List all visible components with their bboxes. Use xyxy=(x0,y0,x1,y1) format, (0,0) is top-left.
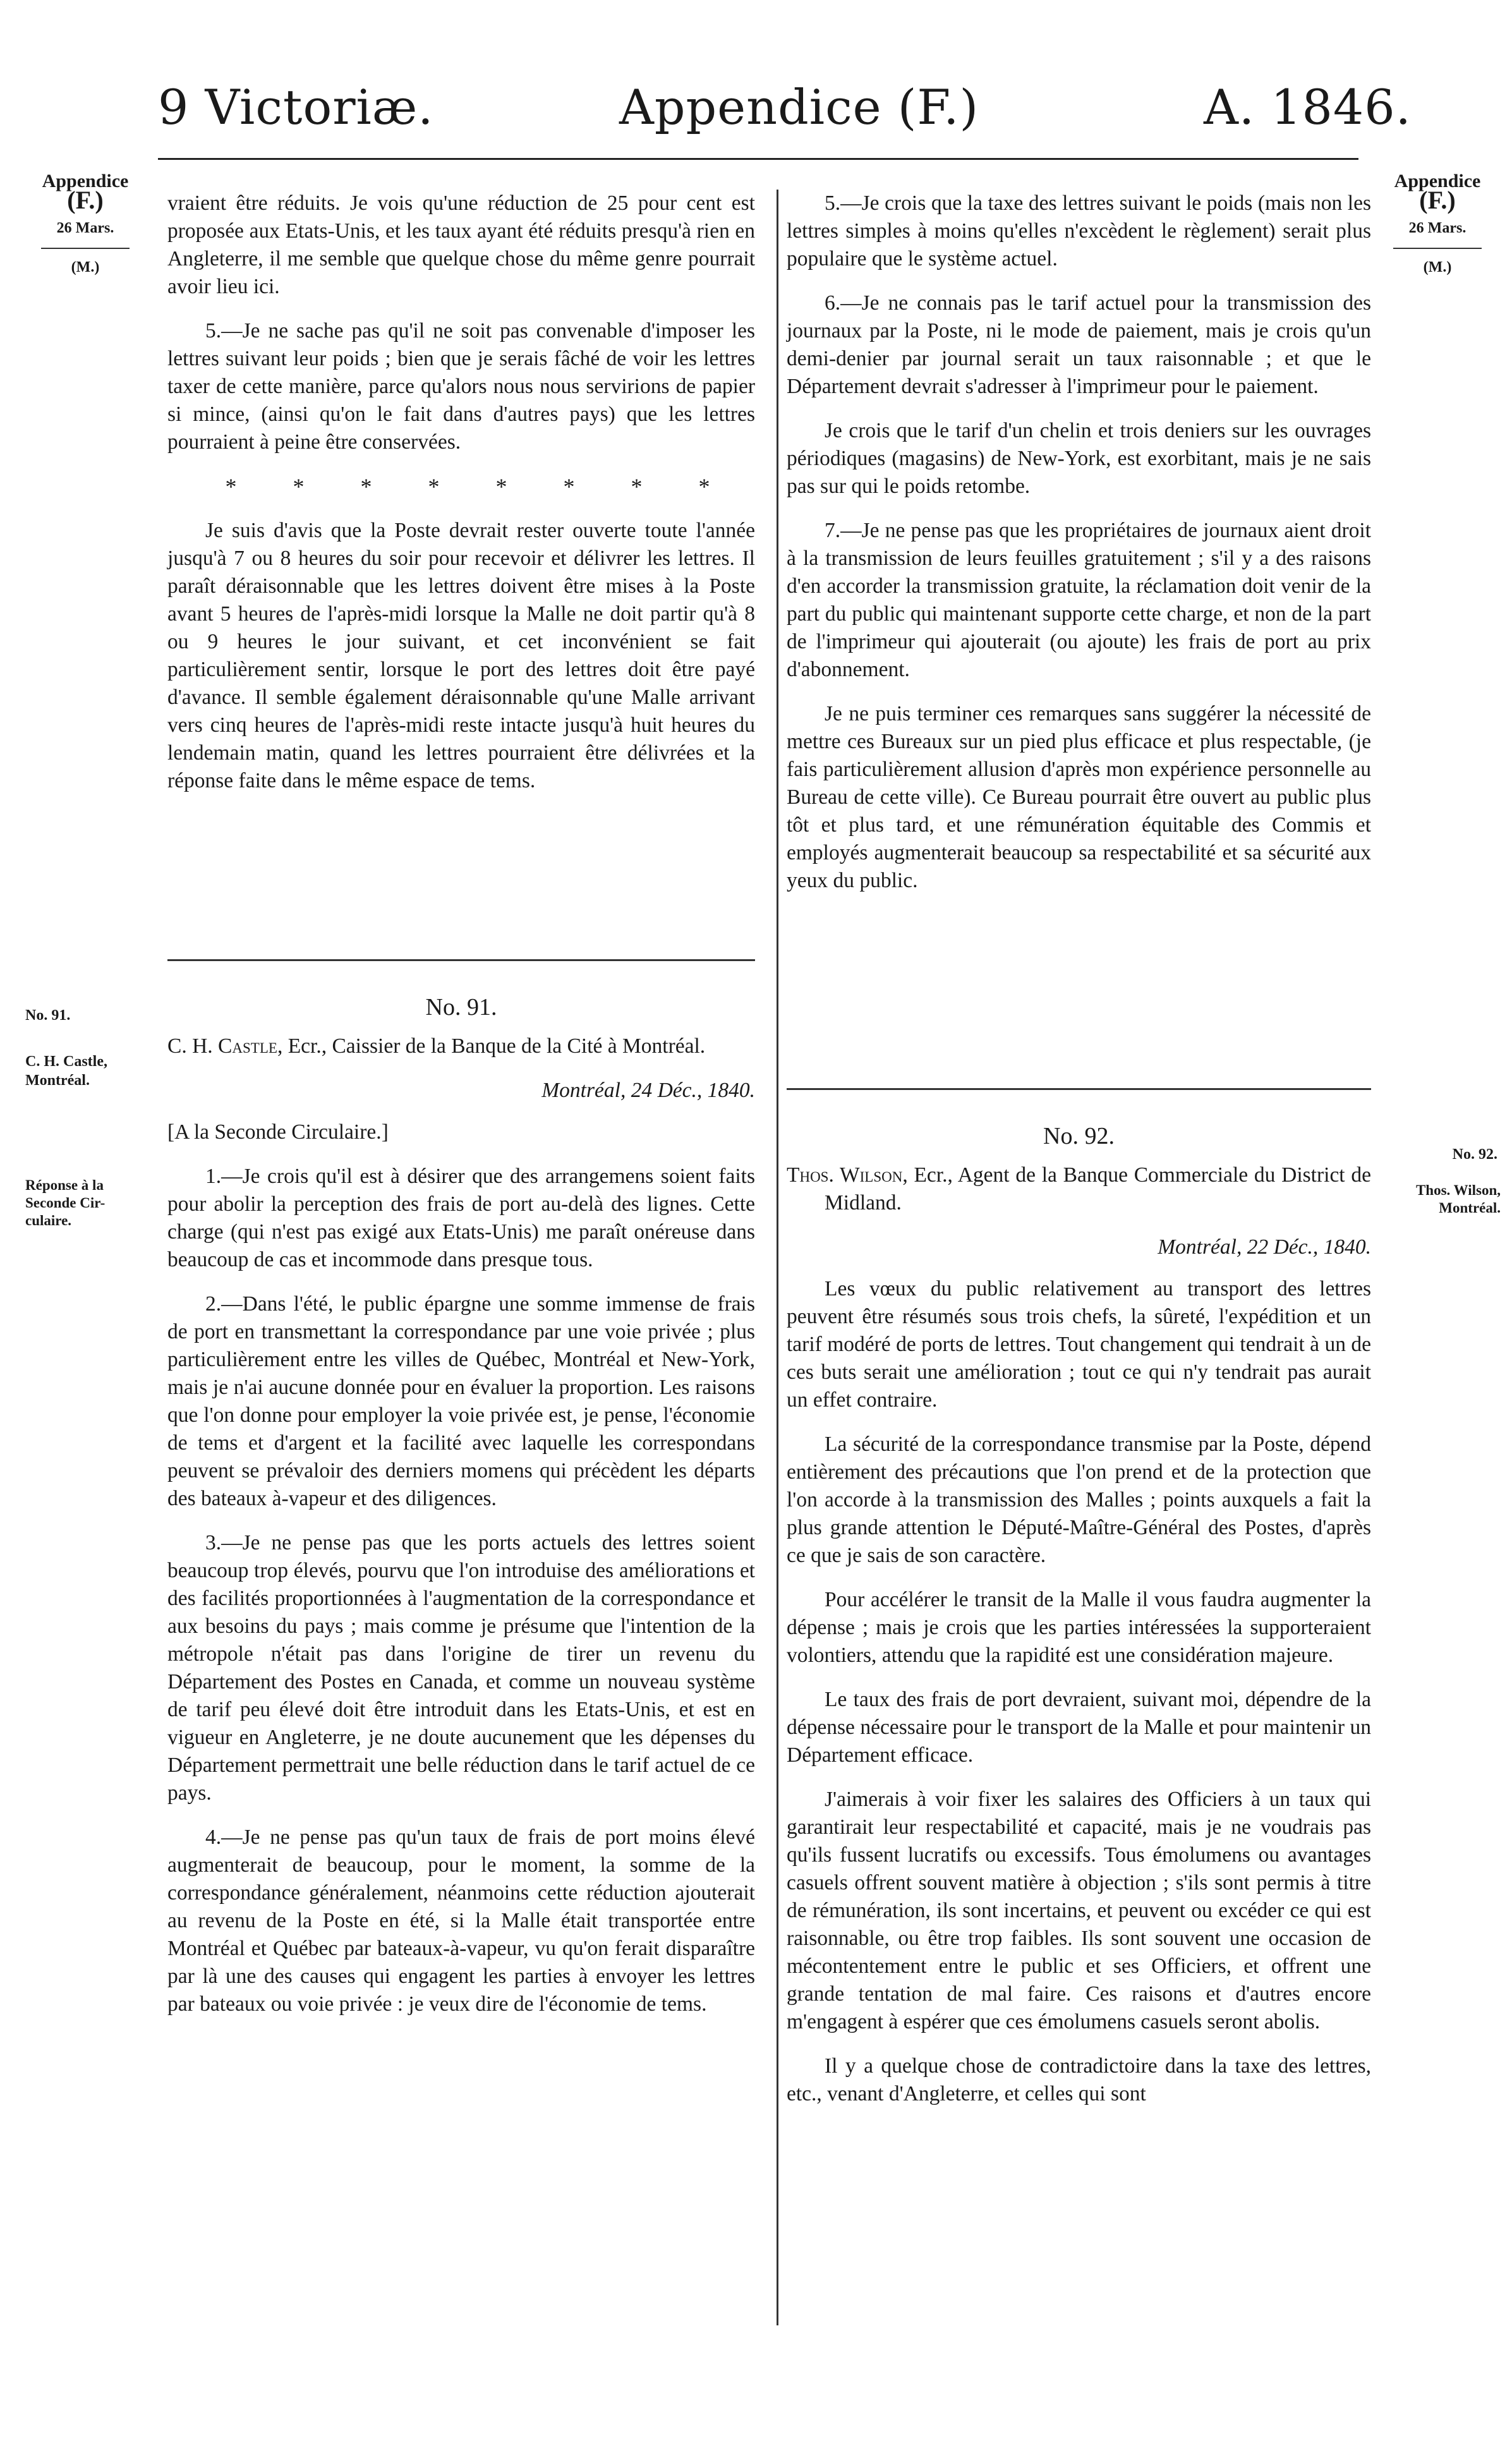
letter-92-date: Montréal, 22 Déc., 1840. xyxy=(1158,1235,1371,1259)
right-para-rates: Le taux des frais de port devraient, suivant moi, dépendre de la dépense nécessaire pour le transport de la Malle et pour maintenir un Département efficace. xyxy=(787,1688,1371,1767)
header-rule xyxy=(158,158,1358,160)
letter-91-date: Montréal, 24 Déc., 1840. xyxy=(541,1079,755,1102)
section-stars: * * * * * * * * xyxy=(225,474,735,499)
right-para-periodicals: Je crois que le tarif d'un chelin et trois deniers sur les ouvrages périodiques (magasins) de New-York, est exorbitant, mais je ne sais pas sur qui le poids retombe. xyxy=(787,419,1371,498)
margin-castle-city: Montréal. xyxy=(25,1072,90,1089)
left-para-q1: 1.—Je crois qu'il est à désirer que des arrangemens soient faits pour abolir la perception des frais de port au-delà des lignes. Cette charge (qui n'est pas exigé aux Etats-Unis) me paraît onéreuse dans beaucoup de cas et incommode dans presque tous. xyxy=(167,1165,755,1271)
right-para-q7: 7.—Je ne pense pas que les propriétaires de journaux aient droit à la transmission de leurs feuilles gratuitement ; s'il y a des raisons d'en accorder la transmission gratuite, la réclamation doit venir de la part du public qui maintenant supporte cette charge, et non de la part de l'imprimeur qui ajouterait (ou ajoute) les frais de port au prix d'abonnement. xyxy=(787,519,1371,681)
header-session: 9 Victoriæ. xyxy=(158,79,434,135)
margin-right-m-label: (M.) xyxy=(1423,259,1452,276)
margin-right-divider xyxy=(1393,248,1482,249)
running-header xyxy=(0,76,1512,139)
right-column-lower xyxy=(787,1122,1371,2124)
margin-appendice-label: Appendice xyxy=(42,171,129,191)
left-column xyxy=(167,190,755,811)
margin-castle-name: C. H. Castle, xyxy=(25,1053,107,1070)
letter-92-author xyxy=(787,1161,1371,1217)
author-desc-wilson: , Ecr., Agent de la Banque Commerciale du District de Midland. xyxy=(825,1163,1371,1214)
margin-left-block xyxy=(25,172,145,277)
left-para-post-hours: Je suis d'avis que la Poste devrait rester ouverte toute l'année jusqu'à 7 ou 8 heures du soir pour recevoir et délivrer les lettres. Il paraît déraisonnable que les lettres doivent être mises à la Poste avant 5 heures de l'après-midi lorsque la Malle ne doit partir qu'à 8 ou 9 heures le jour suivant, et cet inconvénient se fait particulièrement sentir, lorsque le port des lettres doit être payé d'avance. Il semble également déraisonnable qu'une Malle arrivant vers cinq heures de l'après-midi reste intacte jusqu'à huit heures du lendemain matin, quand les lettres pourraient être délivrées et la réponse faite dans le même espace de tems. xyxy=(167,519,755,792)
left-para-q2: 2.—Dans l'été, le public épargne une somme immense de frais de port en transmettant la correspondance par une voie privée ; plus particulièrement entre les villes de Québec, Montréal et New-York, mais je n'ai aucune donnée pour en évaluer la proportion. Les raisons que l'on donne pour employer la voie privée est, je pense, l'économie de tems et d'argent et la facilité avec laquelle les correspondans peuvent se prévaloir des derniers momens qui précèdent les départs des bateaux à-vapeur et des diligences. xyxy=(167,1292,755,1510)
letter-number-92: No. 92. xyxy=(1043,1123,1115,1149)
author-name-wilson: Thos. Wilson xyxy=(787,1163,903,1187)
right-para-q5: 5.—Je crois que la taxe des lettres suivant le poids (mais non les lettres simples à moins qu'elles n'excèdent le règlement) serait plus populaire que le système actuel. xyxy=(787,191,1371,270)
circular-reference: [A la Seconde Circulaire.] xyxy=(167,1120,389,1144)
left-section-rule xyxy=(167,959,755,961)
left-para-q5: 5.—Je ne sache pas qu'il ne soit pas convenable d'imposer les lettres suivant leur poids ; bien que je serais fâché de voir les lettres taxer de cette manière, parce qu'alors nous nous servirions de papier si mince, (ainsi qu'on le fait dans d'autres pays) que les lettres pourraient à peine être conservées. xyxy=(167,319,755,454)
right-para-security: La sécurité de la correspondance transmise par la Poste, dépend entièrement des précautions que l'on prend et de la protection que l'on accorde à la transmission des Malles ; points auxquels a fait la plus grande attention le Député-Maître-Général des Postes, d'après ce que je sais de son caractère. xyxy=(787,1432,1371,1567)
margin-author-castle xyxy=(25,1052,152,1090)
margin-reply-line1: Réponse à la xyxy=(25,1177,104,1193)
right-para-contradiction: Il y a quelque chose de contradictoire dans la taxe des lettres, etc., venant d'Angleterre, et celles qui sont xyxy=(787,2054,1371,2105)
margin-date: 26 Mars. xyxy=(56,220,114,236)
margin-right-date: 26 Mars. xyxy=(1408,220,1467,236)
author-name-castle: C. H. Castle xyxy=(167,1034,277,1058)
margin-right-appendix-letter: (F.) xyxy=(1419,186,1456,214)
header-year: A. 1846. xyxy=(1204,79,1412,135)
right-section-rule xyxy=(787,1088,1371,1090)
margin-reply-line3: culaire. xyxy=(25,1213,72,1228)
margin-divider xyxy=(41,248,130,249)
margin-m-label: (M.) xyxy=(71,259,100,276)
margin-author-wilson xyxy=(1381,1182,1501,1217)
right-para-conclusion: Je ne puis terminer ces remarques sans suggérer la nécessité de mettre ces Bureaux sur un pied plus efficace et plus respectable, (je fais particulièrement allusion d'après mon expérience personnelle au Bureau de cette ville). Ce Bureau pourrait être ouvert au public plus tôt et plus tard, et une rémunération équitable des Commis et employés augmenterait beaucoup sa respectabilité et sa sécurité aux yeux du public. xyxy=(787,702,1371,892)
margin-wilson-name: Thos. Wilson, xyxy=(1415,1182,1501,1198)
letter-91-author xyxy=(167,1033,755,1060)
margin-reply-note xyxy=(25,1177,152,1230)
right-para-q6: 6.—Je ne connais pas le tarif actuel pour la transmission des journaux par la Poste, ni le mode de paiement, mais je crois qu'un demi-denier par journal serait un taux raisonnable ; et que le Département devrait s'adresser à l'imprimeur pour le paiement. xyxy=(787,291,1371,398)
left-para-q3: 3.—Je ne pense pas que les ports actuels des lettres soient beaucoup trop élevés, pourvu que l'on introduise des améliorations et des facilités proportionnées à l'augmentation de la correspondance et aux besoins du pays ; mais comme je présume que l'intention de la métropole n'était pas dans l'origine de tirer un revenu du Département des Postes en Canada, et comme un nouveau système de tarif peu élevé doit être introduit dans les Etats-Unis, et est en vigueur en Angleterre, je ne doute aucunement que les dépenses du Département permettrait une belle réduction dans le tarif actuel de ce pays. xyxy=(167,1531,755,1805)
author-desc-castle: , Ecr., Caissier de la Banque de la Cité à Montréal. xyxy=(277,1034,706,1058)
column-divider xyxy=(777,190,778,2325)
left-column-lower xyxy=(167,993,755,2035)
right-column xyxy=(787,190,1371,911)
margin-wilson-city: Montréal. xyxy=(1439,1200,1501,1216)
margin-right-appendice-label: Appendice xyxy=(1394,171,1481,191)
right-para-public-wishes: Les vœux du public relativement au transport des lettres peuvent être résumés sous trois chefs, la sûreté, l'expédition et un tarif modéré de ports de lettres. Tout changement qui tendrait à un de ces buts serait une amélioration ; tout ce qui n'y tendrait pas aurait un effet contraire. xyxy=(787,1277,1371,1412)
margin-appendix-letter: (F.) xyxy=(67,186,104,214)
margin-no-92: No. 92. xyxy=(1452,1146,1497,1163)
margin-reply-line2: Seconde Cir- xyxy=(25,1195,106,1211)
letter-number-91: No. 91. xyxy=(425,994,497,1021)
margin-no-91: No. 91. xyxy=(25,1007,71,1024)
margin-right-block xyxy=(1377,172,1497,277)
left-para-continuation: vraient être réduits. Je vois qu'une réduction de 25 pour cent est proposée aux Etats-Unis, et les taux ayant été réduits presqu'à rien en Angleterre, il me semble que quelque chose du même genre pourrait avoir lieu ici. xyxy=(167,191,755,298)
right-para-speed: Pour accélérer le transit de la Malle il vous faudra augmenter la dépense ; mais je crois que les parties intéressées la supporteraient volontiers, attendu que la rapidité est une considération majeure. xyxy=(787,1588,1371,1667)
header-appendix-title: Appendice (F.) xyxy=(619,79,979,135)
right-para-salaries: J'aimerais à voir fixer les salaires des Officiers à un taux qui garantirait leur respectabilité et capacité, mais je ne voudrais pas qu'ils fussent lucratifs ou excessifs. Tous émolumens ou avantages casuels offrent souvent matière à objection ; s'ils sont permis à titre de rémunération, ils sont incertains, et peuvent ou excéder ce qui est raisonnable, ou être trop faibles. Ils sont souvent une occasion de mécontentement entre le public et ses Officiers, et offrent une grande tentation de mal faire. Ces raisons et d'autres encore m'engagent à espérer que ces émolumens casuels seront abolis. xyxy=(787,1788,1371,2033)
left-para-q4: 4.—Je ne pense pas qu'un taux de frais de port moins élevé augmenterait de beaucoup, pour le moment, la somme de la correspondance généralement, néanmoins cette réduction ajouterait au revenu de la Poste en été, si la Malle était transportée entre Montréal et Québec par bateaux-à-vapeur, vu qu'on ferait disparaître par là une des causes qui engagent les parties à envoyer les lettres par bateaux ou voie privée : je veux dire de l'économie de tems. xyxy=(167,1826,755,2016)
